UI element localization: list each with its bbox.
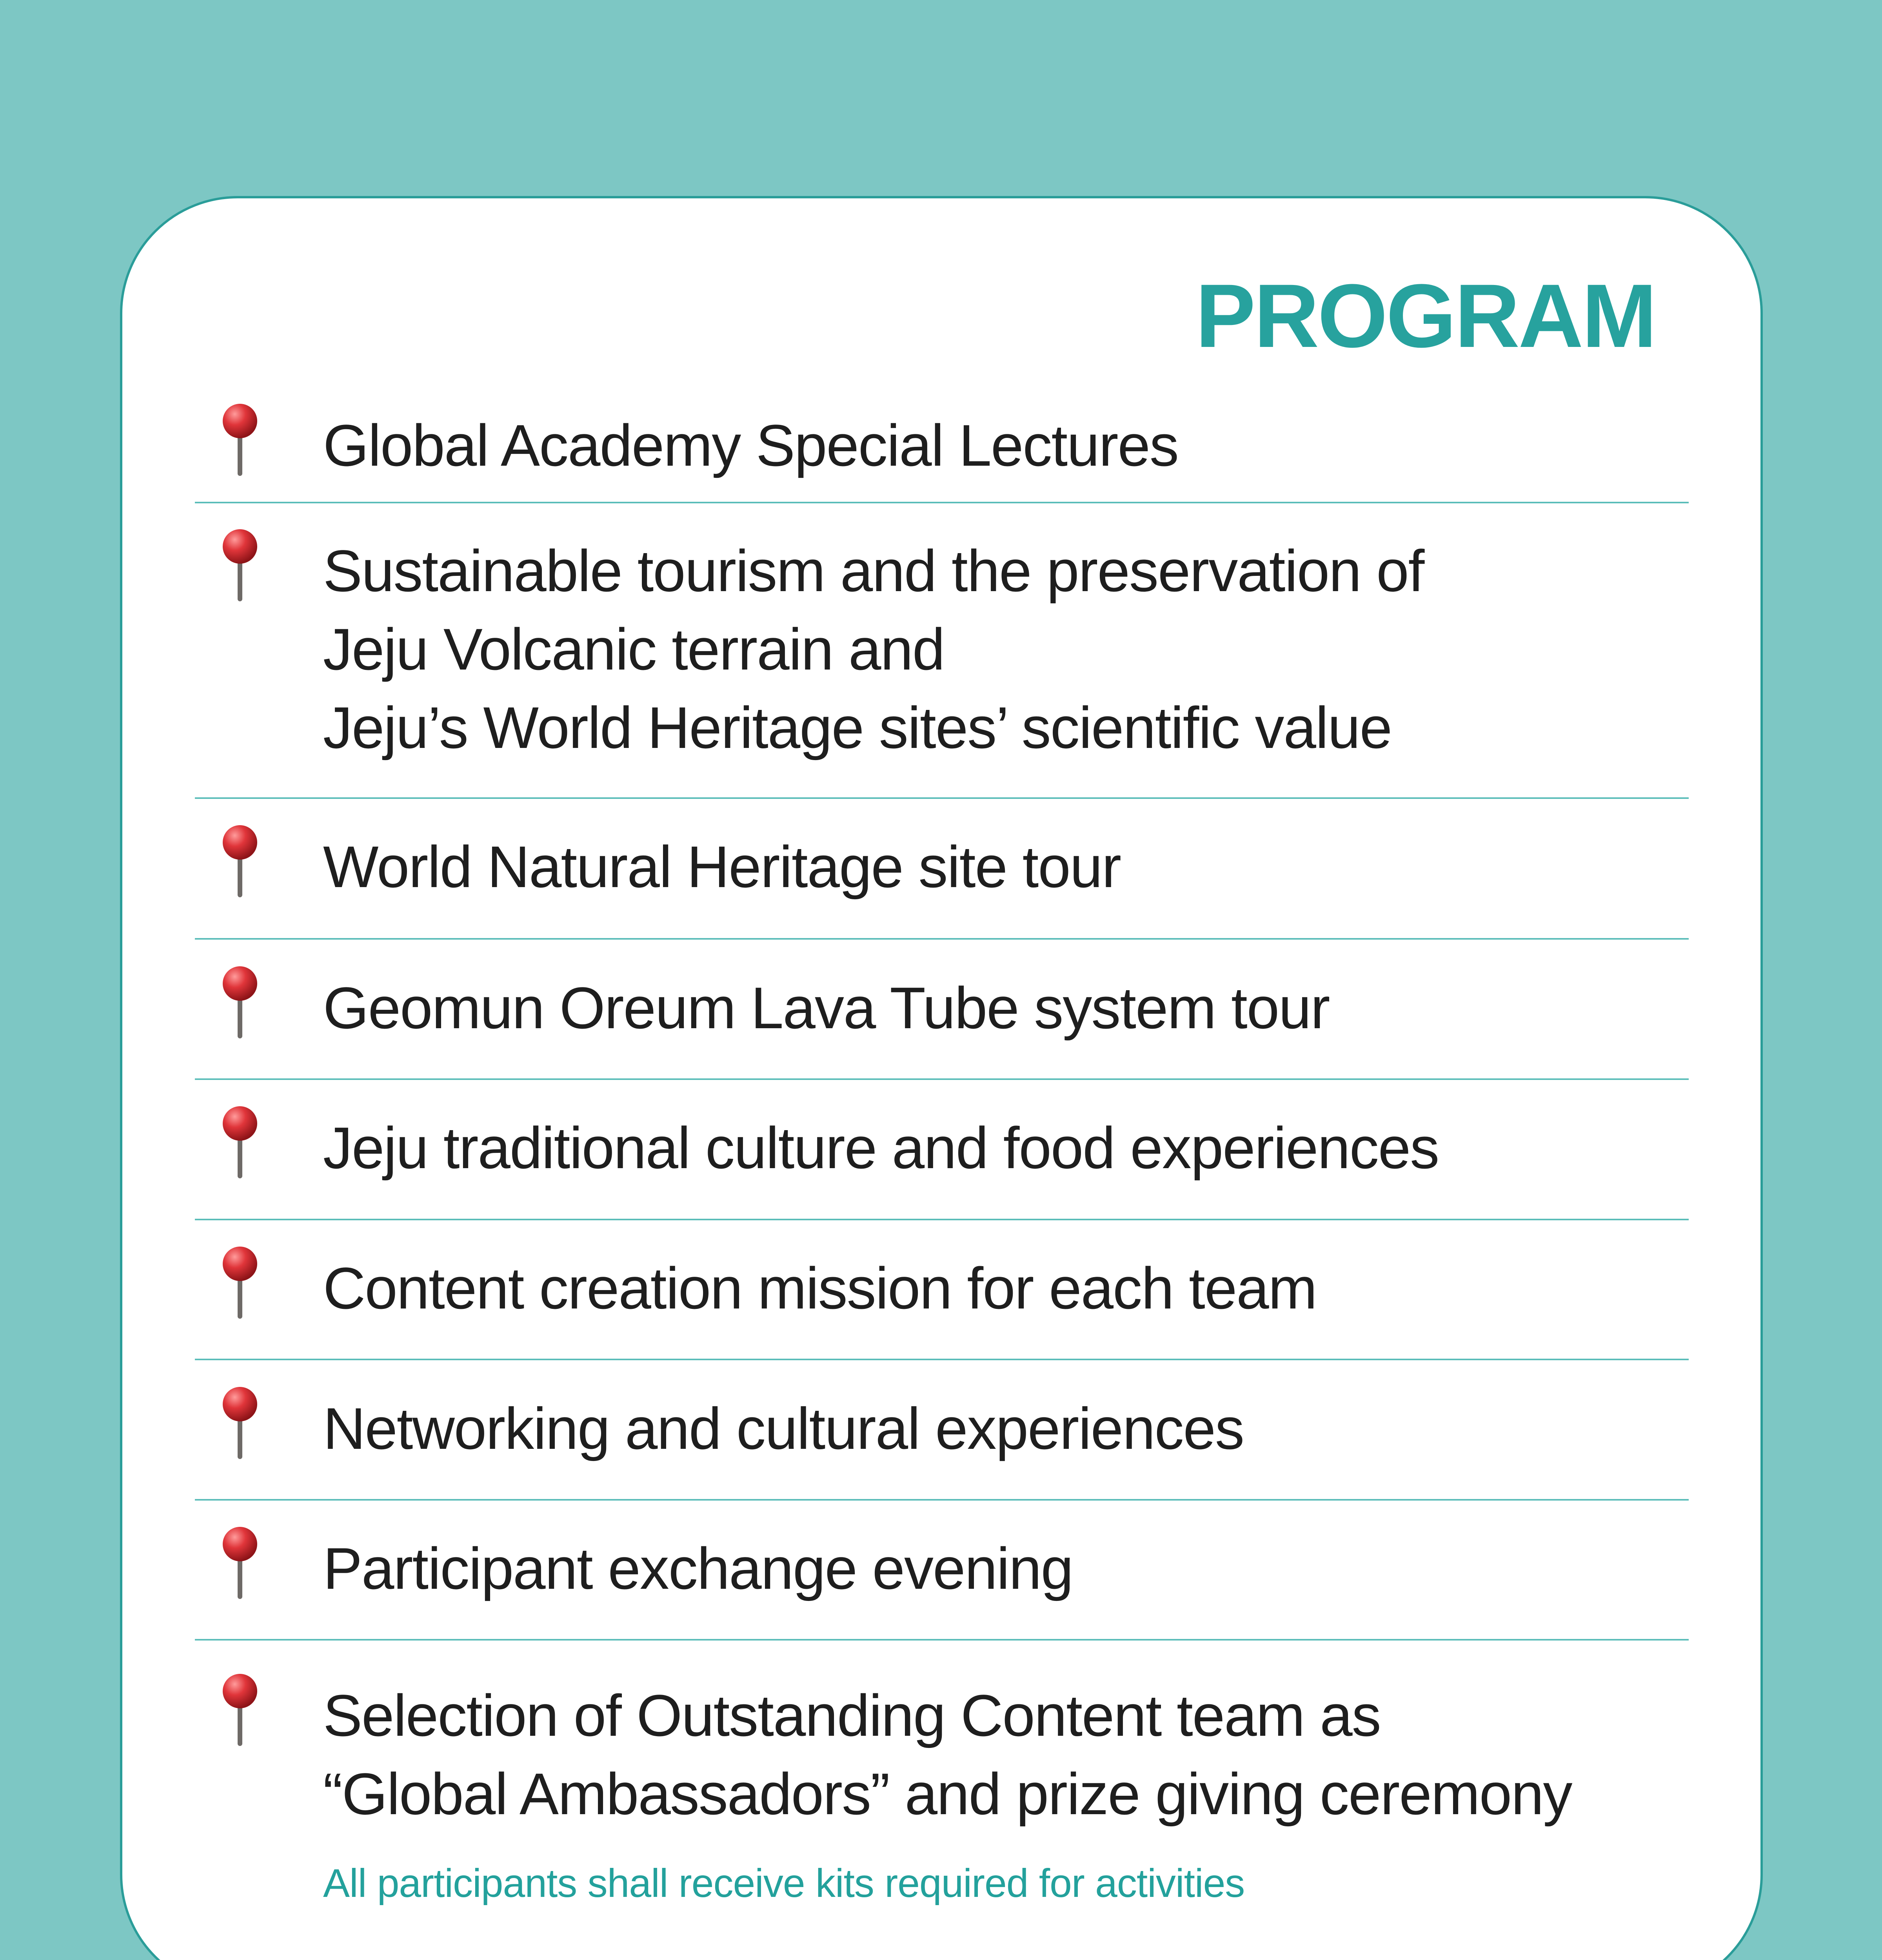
program-item-text [323,1529,1073,1608]
program-item-text [323,406,1178,485]
program-item-line: Jeju’s World Heritage sites’ scientific value [323,695,1392,760]
program-item-text [323,532,1424,767]
pushpin-icon [216,1105,263,1183]
program-item-text [323,1676,1572,1833]
program-item-line: Jeju traditional culture and food experiences [323,1115,1439,1181]
pushpin-icon [216,1245,263,1323]
program-item-line: Jeju Volcanic terrain and [323,616,945,682]
program-item-line: Networking and cultural experiences [323,1396,1244,1461]
program-item-text [323,1389,1244,1468]
program-title: PROGRAM [1195,265,1655,366]
kits-note: All participants shall receive kits required for activities [323,1861,1245,1906]
program-item-line: Selection of Outstanding Content team as [323,1682,1381,1748]
program-item-text [323,969,1330,1047]
pushpin-icon [216,528,263,606]
divider [195,1499,1689,1501]
program-item-text [323,1109,1439,1187]
program-item-line: Geomun Oreum Lava Tube system tour [323,975,1330,1041]
pushpin-icon [216,824,263,902]
program-item-text [323,828,1121,906]
pushpin-icon [216,402,263,481]
divider [195,797,1689,799]
pushpin-icon [216,965,263,1043]
divider [195,938,1689,940]
program-item-line: “Global Ambassadors” and prize giving ceremony [323,1761,1572,1827]
program-item-line: Sustainable tourism and the preservation of [323,538,1424,604]
program-item-line: Content creation mission for each team [323,1255,1317,1321]
pushpin-icon [216,1385,263,1464]
program-item-line: World Natural Heritage site tour [323,834,1121,900]
program-card [120,196,1763,1960]
divider [195,502,1689,503]
program-item-text [323,1249,1317,1327]
pushpin-icon [216,1525,263,1604]
program-item-line: Participant exchange evening [323,1535,1073,1601]
divider [195,1219,1689,1220]
program-item-line: Global Academy Special Lectures [323,412,1178,478]
pushpin-icon [216,1672,263,1751]
divider [195,1639,1689,1641]
divider [195,1078,1689,1080]
divider [195,1359,1689,1360]
